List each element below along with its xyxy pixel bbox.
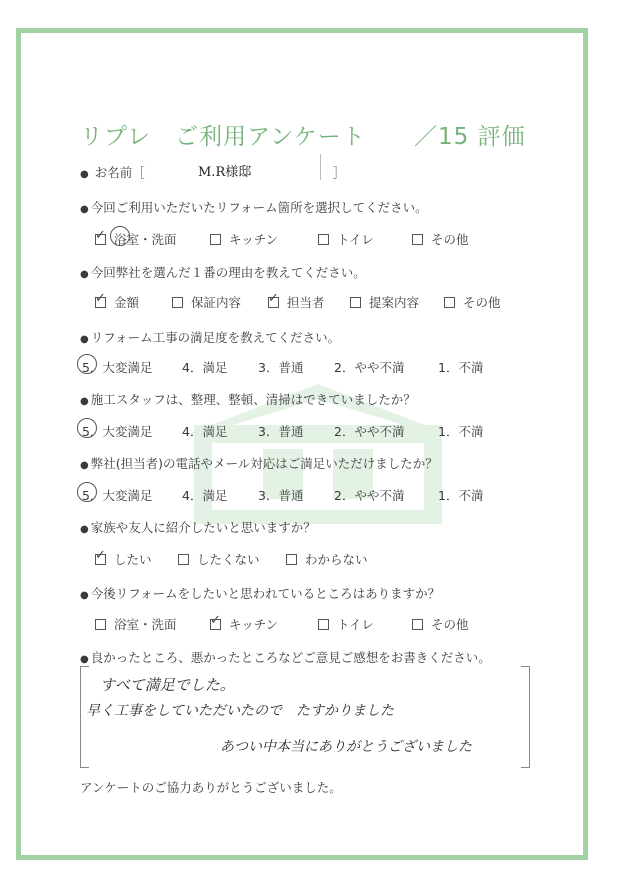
q3-option-2[interactable]: 2．やや不満 [334,360,405,375]
q7-option-kitchen[interactable]: ✓ キッチン [210,615,278,633]
q7-option-toilet[interactable]: トイレ [318,615,374,633]
question-7: ● 今後リフォームをしたいと思われているところはありますか？ [80,584,440,602]
q5-option-1[interactable]: 1．不満 [438,488,484,503]
checkbox[interactable] [210,234,221,245]
title-text: リプレ ご利用アンケート [80,124,366,150]
q4-option-3[interactable]: 3．普通 [258,424,304,439]
checkbox[interactable] [412,234,423,245]
question-2: ● 今回弊社を選んだ１番の理由を教えてください。 [80,263,366,281]
checkbox-checked[interactable] [95,297,106,308]
q4-option-2[interactable]: 2．やや不満 [334,424,405,439]
checkbox[interactable] [412,619,423,630]
handwritten-circle [110,226,130,246]
score-label: ／15 評価 [414,124,526,150]
name-label-text: お名前［ [94,165,145,180]
q3-option-5[interactable]: 5．大変満足 [82,360,153,375]
name-divider [320,154,321,180]
q7-option-other[interactable]: その他 [412,615,469,633]
name-close-bracket: ● ］ [334,163,345,181]
question-3: ● リフォーム工事の満足度を教えてください。 [80,328,340,346]
checkbox[interactable] [178,554,189,565]
name-value: M.R様邸 [198,165,252,180]
checkbox[interactable] [444,297,455,308]
checkbox[interactable] [350,297,361,308]
q5-option-5[interactable]: 5．大変満足 [82,488,153,503]
q2-option-other[interactable]: その他 [444,293,501,311]
question-8: ● 良かったところ、悪かったところなどご意見ご感想をお書きください。 [80,648,491,666]
q2-option-warranty[interactable]: 保証内容 [172,293,241,311]
comment-box[interactable] [80,666,530,770]
checkbox[interactable] [172,297,183,308]
handwritten-circle [77,482,97,502]
comment-line-1: すべて満足でした。 [100,676,235,694]
q4-option-4[interactable]: 4．満足 [182,424,228,439]
checkbox[interactable] [318,234,329,245]
comment-line-2: 早く工事をしていただいたので たすかりました [86,703,394,719]
q5-option-4[interactable]: 4．満足 [182,488,228,503]
checkbox-checked[interactable] [95,234,106,245]
q4-option-1[interactable]: 1．不満 [438,424,484,439]
checkbox[interactable] [95,619,106,630]
q5-option-2[interactable]: 2．やや不満 [334,488,405,503]
q3-option-1[interactable]: 1．不満 [438,360,484,375]
q2-option-proposal[interactable]: 提案内容 [350,293,419,311]
handwritten-circle [77,418,97,438]
q7-option-bath[interactable]: 浴室・洗面 [95,615,177,633]
comment-bracket-right [521,666,530,768]
name-label-row [80,163,145,181]
comment-line-3: あつい中本当にありがとうございました [220,739,472,755]
q3-option-4[interactable]: 4．満足 [182,360,228,375]
handwritten-circle [77,354,97,374]
q6-option-yes[interactable]: ✓ したい [95,550,152,568]
q2-option-price[interactable]: ✓ 金額 [95,293,139,311]
q1-option-kitchen[interactable]: キッチン [210,230,278,248]
q3-option-3[interactable]: 3．普通 [258,360,304,375]
q4-option-5[interactable]: 5．大変満足 [82,424,153,439]
checkbox[interactable] [286,554,297,565]
checkbox-checked[interactable] [268,297,279,308]
q1-option-other[interactable]: その他 [412,230,469,248]
q2-option-staff[interactable]: ✓ 担当者 [268,293,325,311]
footer-thanks: アンケートのご協力ありがとうございました。 [80,780,342,795]
question-6: ● 家族や友人に紹介したいと思いますか？ [80,518,316,536]
survey-title [80,118,526,151]
question-5: ● 弊社(担当者)の電話やメール対応はご満足いただけましたか？ [80,454,438,472]
checkbox[interactable] [318,619,329,630]
q1-option-bath[interactable]: ✓ 浴室・洗面 [95,230,177,248]
q5-option-3[interactable]: 3．普通 [258,488,304,503]
checkbox-checked[interactable] [210,619,221,630]
question-1: ● 今回ご利用いただいたリフォーム箇所を選択してください。 [80,198,428,216]
q1-option-toilet[interactable]: トイレ [318,230,374,248]
q6-option-no[interactable]: したくない [178,550,260,568]
q6-option-unsure[interactable]: わからない [286,550,368,568]
checkbox-checked[interactable] [95,554,106,565]
question-4: ● 施工スタッフは、整理、整頓、清掃はできていましたか？ [80,390,416,408]
